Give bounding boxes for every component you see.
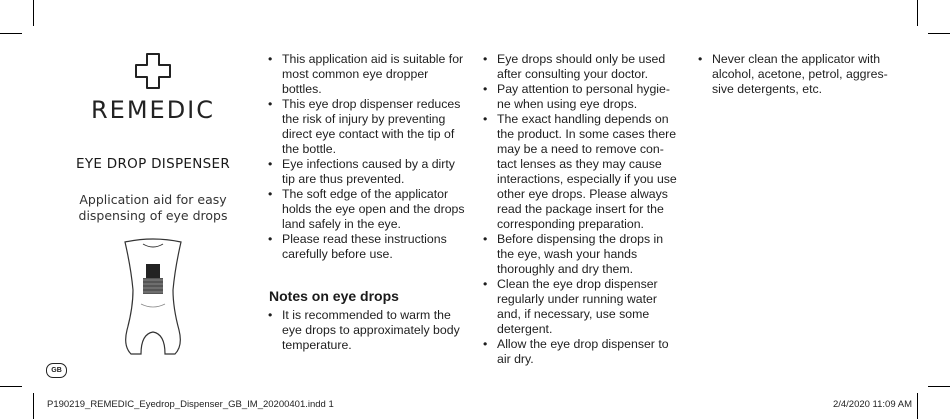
crop-mark bbox=[928, 33, 950, 34]
footer-filename: P190219_REMEDIC_Eyedrop_Dispenser_GB_IM_20200401.indd 1 bbox=[47, 399, 334, 410]
list-item: • Eye drops should only be used after consulting your doctor. bbox=[483, 52, 683, 82]
list-item: • Please read these instructions carefully before use. bbox=[268, 232, 468, 262]
crop-mark bbox=[0, 33, 22, 34]
crop-mark bbox=[33, 0, 34, 26]
list-item: • Before dispensing the drops in the eye, wash your hands thoroughly and dry them. bbox=[483, 232, 683, 277]
brand-name: REMEDIC bbox=[90, 96, 216, 124]
column-3 bbox=[698, 52, 898, 97]
crop-mark bbox=[917, 0, 918, 26]
notes-list bbox=[268, 308, 468, 353]
crop-mark bbox=[928, 386, 950, 387]
product-subtitle: Application aid for easy dispensing of eye drops bbox=[78, 192, 228, 223]
medical-cross-icon bbox=[134, 52, 172, 90]
list-item: • Clean the eye drop dispenser regularly under running water and, if necessary, use some detergent. bbox=[483, 277, 683, 337]
crop-mark bbox=[33, 393, 34, 419]
list-item: • The exact handling depends on the product. In some cases there may be a need to remove con-tact lenses as they may cause interactions, especially if you use other eye drops. Please always read the package insert for the corresponding preparation. bbox=[483, 112, 683, 232]
crop-mark bbox=[917, 393, 918, 419]
list-item: • The soft edge of the applicator holds the eye open and the drops land safely in the eye. bbox=[268, 187, 468, 232]
brand-panel bbox=[48, 52, 258, 224]
list-item: • Eye infections caused by a dirty tip are thus prevented. bbox=[268, 157, 468, 187]
column-2 bbox=[483, 52, 683, 367]
eye-drop-dispenser-illustration bbox=[121, 238, 185, 358]
notes-heading: Notes on eye drops bbox=[269, 288, 399, 304]
language-badge: GB bbox=[46, 363, 67, 378]
product-title: EYE DROP DISPENSER bbox=[75, 156, 231, 172]
column-1 bbox=[268, 52, 468, 262]
crop-mark bbox=[0, 386, 22, 387]
list-item: • Pay attention to personal hygie-ne when using eye drops. bbox=[483, 82, 683, 112]
list-item: • Allow the eye drop dispenser to air dry. bbox=[483, 337, 683, 367]
list-item: • It is recommended to warm the eye drops to approximately body temperature. bbox=[268, 308, 468, 353]
footer-timestamp: 2/4/2020 11:09 AM bbox=[832, 399, 912, 410]
list-item: • Never clean the applicator with alcohol, acetone, petrol, aggres-sive detergents, etc. bbox=[698, 52, 898, 97]
list-item: • This eye drop dispenser reduces the risk of injury by preventing direct eye contact with the tip of the bottle. bbox=[268, 97, 468, 157]
list-item: • This application aid is suitable for most common eye dropper bottles. bbox=[268, 52, 468, 97]
